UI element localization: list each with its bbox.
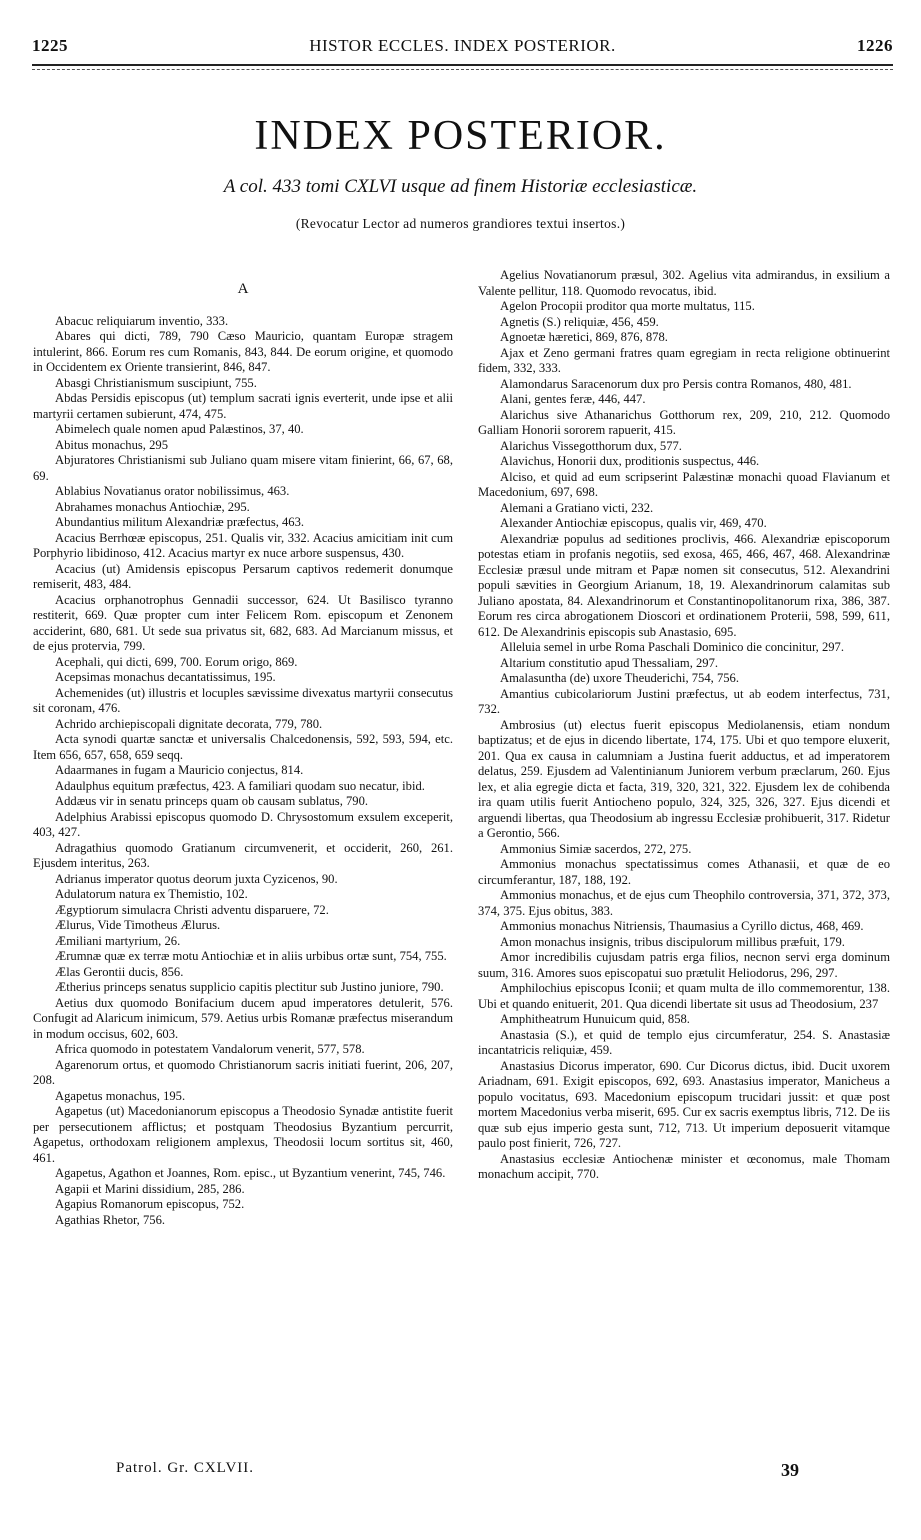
index-entry: Ammonius monachus Nitriensis, Thaumasius a Cyrillo dictus, 468, 469.	[500, 919, 864, 933]
page-number-left: 1225	[32, 36, 68, 55]
index-entry: Adrianus imperator quotus deorum juxta Cyzicenos, 90.	[55, 871, 338, 886]
index-entry: Agarenorum ortus, et quomodo Christianorum sacris initiati fuerint, 206, 207, 208.	[33, 1057, 453, 1087]
index-entry: Ammonius Simiæ sacerdos, 272, 275.	[500, 841, 692, 856]
index-entry: Ablabius Novatianus orator nobilissimus, 463.	[55, 484, 290, 498]
running-title: HISTOR ECCLES. INDEX POSTERIOR.	[309, 36, 616, 55]
index-entry: Acacius orphanotrophus Gennadii successor, 624. Ut Basilisco tyranno restiterit, 669. Quæ propter cum inter Felicem Rom. episcopum et Zenonem acciderint, 680, 681. Ut sede sua privatus sit, 682, 683. Ad Marcianum missus, et de ejus protervia, 799.	[33, 592, 453, 653]
index-entry: Abjuratores Christianismi sub Juliano quam misere vitam finierint, 66, 67, 68, 69.	[33, 453, 453, 483]
index-entry: Abimelech quale nomen apud Palæstinos, 37, 40.	[55, 422, 304, 436]
page-number-right: 1226	[857, 36, 893, 55]
index-entry: Amon monachus insignis, tribus discipulorum millibus præfuit, 179.	[500, 934, 845, 949]
index-entry: Acephali, qui dicti, 699, 700. Eorum origo, 869.	[55, 654, 298, 669]
index-entry: Alciso, et quid ad eum scripserint Palæstinæ monachi quoad Flavianum et Macedonium, 697, 698.	[478, 469, 890, 499]
running-header	[32, 36, 893, 58]
footer-sheet-number: 39	[781, 1460, 799, 1480]
index-entry: Ærumnæ quæ ex terræ motu Antiochiæ et in aliis urbibus ortæ sunt, 754, 755.	[55, 949, 447, 963]
index-entry: Agelius Novatianorum præsul, 302. Agelius vita admirandus, in exsilium a Valente pellitur, 118. Quomodo revocatus, ibid.	[478, 268, 890, 298]
index-entry: Acta synodi quartæ sanctæ et universalis Chalcedonensis, 592, 593, 594, etc. Item 656, 657, 658, 659 seqq.	[33, 732, 453, 762]
index-entry: Ægyptiorum simulacra Christi adventu disparuere, 72.	[55, 902, 329, 917]
index-entry: Æmiliani martyrium, 26.	[55, 933, 181, 948]
index-entry: Agapetus (ut) Macedonianorum episcopus a Theodosio Synadæ antistite fuerit per persecutionem afflictus; et postquam Theodosius Byzantium percurrit, Agapetus, orthodoxam religionem amplexus, Theodosii locum sortitus sit, 460, 461.	[33, 1104, 453, 1165]
left-entry-list	[33, 314, 453, 1229]
index-entry: Agapetus, Agathon et Joannes, Rom. episc., ut Byzantium venerint, 745, 746.	[55, 1166, 446, 1180]
index-entry: Adulatorum natura ex Themistio, 102.	[55, 887, 248, 901]
index-entry: Agathias Rhetor, 756.	[55, 1212, 166, 1227]
index-entry: Agapetus monachus, 195.	[55, 1088, 186, 1103]
index-entry: Ælas Gerontii ducis, 856.	[55, 964, 184, 979]
index-entry: Alarichus Vissegotthorum dux, 577.	[500, 438, 682, 453]
index-entry: Abitus monachus, 295	[55, 437, 168, 452]
index-entry: Alarichus sive Athanarichus Gotthorum rex, 209, 210, 212. Quomodo Galliam Honorii sororem rapuerit, 415.	[478, 407, 890, 437]
index-entry: Agnoetæ hæretici, 869, 876, 878.	[500, 330, 668, 344]
index-entry: Alani, gentes feræ, 446, 447.	[500, 392, 646, 406]
index-entry: Alleluia semel in urbe Roma Paschali Dominico die concinitur, 297.	[500, 640, 844, 654]
index-entry: Adaarmanes in fugam a Mauricio conjectus, 814.	[55, 763, 304, 777]
page-title: INDEX POSTERIOR.	[254, 113, 667, 159]
index-entry: Ajax et Zeno germani fratres quam egregiam in recta religione obtinuerint fidem, 332, 333.	[478, 345, 890, 375]
index-entry: Agapii et Marini dissidium, 285, 286.	[55, 1181, 245, 1196]
index-entry: Agapius Romanorum episcopus, 752.	[55, 1197, 245, 1211]
index-entry: Ælurus, Vide Timotheus Ælurus.	[55, 918, 221, 932]
index-entry: Addæus vir in senatu princeps quam ob causam sublatus, 790.	[55, 794, 369, 808]
index-entry: Agnetis (S.) reliquiæ, 456, 459.	[500, 314, 659, 329]
index-entry: Alavichus, Honorii dux, proditionis suspectus, 446.	[500, 454, 760, 468]
index-entry: Adaulphus equitum præfectus, 423. A familiari quodam suo necatur, ibid.	[55, 778, 425, 793]
index-entry: Achemenides (ut) illustris et locuples sævissime divexatus martyrii consecutus sit coronam, 476.	[33, 685, 453, 715]
index-entry: Africa quomodo in potestatem Vandalorum venerit, 577, 578.	[55, 1042, 365, 1056]
index-entry: Acepsimas monachus decantatissimus, 195.	[55, 670, 276, 684]
index-entry: Alexandriæ populus ad seditiones proclivis, 466. Alexandriæ episcoporum potestas etiam in profanis negotiis, sed exosa, 465, 466, 467, 468. Alexandrinæ Ecclesiæ præsul unde mitram et Papæ nomen sit consecutus, 512. Alexandrini populi sævities in Georgium Arianum, 18, 19. Alexandrinorum calamitas sub Juliano apostata, 84. Alexandrinorum et Constantinopolitanorum rixa, 386, 387. Eorum res circa abrogationem Dioscori et ordinationem Proterii, 598, 599, 611, 612. De Alexandrinis episcopis sub Anastasio, 695.	[478, 531, 890, 639]
index-entry: Adragathius quomodo Gratianum circumvenerit, et occiderit, 260, 261. Ejusdem interitus, 263.	[33, 840, 453, 870]
index-entry: Anastasius ecclesiæ Antiochenæ minister et œconomus, male Thomam monachum accipit, 770.	[478, 1151, 890, 1181]
index-entry: Adelphius Arabissi episcopus quomodo D. Chrysostomum exsulem exceperit, 403, 427.	[33, 809, 453, 839]
index-column-left	[33, 270, 453, 1228]
index-entry: Alamondarus Saracenorum dux pro Persis contra Romanos, 480, 481.	[500, 376, 852, 391]
index-entry: Abacuc reliquiarum inventio, 333.	[55, 313, 229, 328]
index-entry: Abares qui dicti, 789, 790 Cæso Mauricio, quantam Europæ stragem intulerint, 866. Eorum res cum Romanis, 843, 844. De eorum origine, et quomodo in Occidentem ex Oriente transierint, 846, 847.	[33, 329, 453, 374]
index-entry: Amor incredibilis cujusdam patris erga filios, necnon servi erga dominum suum, 316. Amores suos episcopatui suo prætulit Heliodorus, 296, 297.	[478, 950, 890, 980]
index-entry: Amantius cubicolariorum Justini præfectus, ut ab eodem interfectus, 731, 732.	[478, 686, 890, 716]
right-entry-list	[478, 268, 890, 1183]
index-entry: Altarium constitutio apud Thessaliam, 297.	[500, 655, 719, 670]
page-subtitle: A col. 433 tomi CXLVI usque ad finem Historiæ ecclesiasticæ.	[223, 176, 698, 197]
index-entry: Abdas Persidis episcopus (ut) templum sacrati ignis everterit, unde ipse et alii martyrii certamen subierunt, 474, 475.	[33, 391, 453, 421]
index-entry: Ambrosius (ut) electus fuerit episcopus Mediolanensis, etiam nondum baptizatus; et de ejus in dicendo libertate, 174, 175. Ubi et quo tempore eluxerit, 201. Qua ex causa in calumniam a Justina fuerit adductus, et ad imperatorem delatus, 259. Ejusdem ad Valentinianum Juniorem verbum præclarum, 260. Ejus lex, et alia egregie dicta et facta, 319, 320, 321, 322. Ejusdem lex de cohibenda ira quam utilis fuerit Antiocheno populo, 324, 325, 326, 327. Ejus dicendi et arguendi libertas, qua Theodosium ab ingressu Ecclesiæ prohibuerit, 317. Ridetur a Gerontio, 566.	[478, 717, 890, 840]
index-entry: Alemani a Gratiano victi, 232.	[500, 500, 654, 515]
reader-note: (Revocatur Lector ad numeros grandiores textui insertos.)	[295, 216, 626, 231]
index-entry: Abundantius militum Alexandriæ præfectus, 463.	[55, 515, 305, 529]
index-entry: Abasgi Christianismum suscipiunt, 755.	[55, 375, 257, 390]
index-entry: Abrahames monachus Antiochiæ, 295.	[55, 499, 250, 514]
index-entry: Aetius dux quomodo Bonifacium ducem apud imperatores detulerit, 576. Confugit ad Alaricum inimicum, 579. Aetius urbis Romanæ præfectus miserandum in modum occisus, 602, 603.	[33, 995, 453, 1041]
index-column-right	[478, 268, 890, 1183]
index-entry: Acacius Berrhœæ episcopus, 251. Qualis vir, 332. Acacius amicitiam init cum Porphyrio libidinoso, 412. Acacius martyr ex nuce arbore suspensus, 430.	[33, 530, 453, 560]
index-entry: Acacius (ut) Amidensis episcopus Persarum captivos redemerit donumque remiserit, 483, 484.	[33, 561, 453, 591]
footer-signature: Patrol. Gr. CXLVII.	[116, 1460, 255, 1476]
index-entry: Agelon Procopii proditor qua morte multatus, 115.	[500, 299, 755, 313]
index-entry: Ætherius princeps senatus supplicio capitis plectitur sub Justino juniore, 790.	[55, 980, 444, 994]
header-rule	[32, 64, 893, 66]
index-entry: Anastasia (S.), et quid de templo ejus circumferatur, 254. S. Anastasiæ incantatricis reliquiæ, 459.	[478, 1027, 890, 1057]
index-entry: Anastasius Dicorus imperator, 690. Cur Dicorus dictus, ibid. Ducit uxorem Ariadnam, 691. Exigit episcopos, 692, 693. Anastasius imperator, Manicheus a populo vocitatus, 693. Macedonium episcopum trucidari jussit: et quæ post mortem Macedonius verba miserit, 695. Cur ex sacris exemptus libris, 712. De iis quæ sub ejus imperio gesta sunt, 712, 713. Ut imperium deposuerit vitamque paulo post finierit, 726, 727.	[478, 1058, 891, 1150]
index-entry: Ammonius monachus spectatissimus comes Athanasii, et quæ de eo circumferantur, 187, 188, 192.	[478, 857, 890, 887]
index-entry: Achrido archiepiscopali dignitate decorata, 779, 780.	[55, 716, 323, 731]
index-entry: Ammonius monachus, et de ejus cum Theophilo controversia, 371, 372, 373, 374, 375. Ejus obitus, 383.	[478, 888, 890, 918]
index-entry: Amalasuntha (de) uxore Theuderichi, 754, 756.	[500, 671, 739, 685]
index-entry: Amphilochius episcopus Iconii; et quam multa de illo commemorentur, 138. Ubi et quando enituerit, 201. Qua dicendi libertate sit usus ad Theodosium, 237	[478, 981, 890, 1011]
header-rule-secondary	[32, 69, 893, 70]
index-entry: Alexander Antiochiæ episcopus, qualis vir, 469, 470.	[500, 516, 767, 530]
index-entry: Amphitheatrum Hunuicum quid, 858.	[500, 1012, 690, 1026]
section-letter: A	[237, 281, 249, 297]
